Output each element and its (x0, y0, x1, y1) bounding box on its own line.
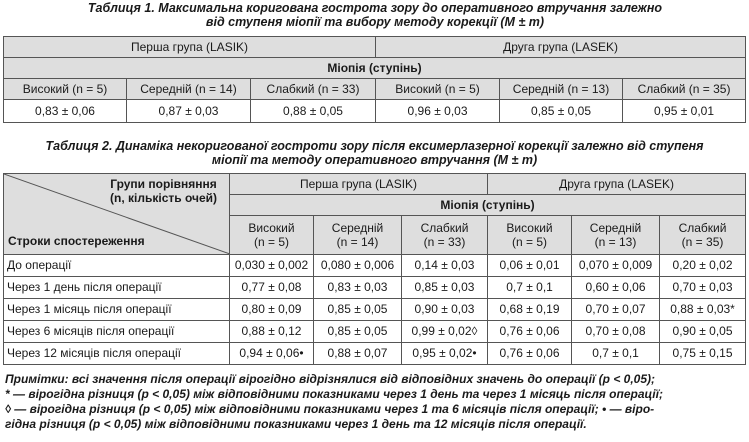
value-cell: 0,070 ± 0,009 (572, 255, 660, 277)
degree-name: Високий (248, 221, 295, 235)
table1-group-row (4, 37, 746, 58)
table1-group2-header: Друга група (LASEK) (376, 37, 746, 58)
table1-value-cell: 0,83 ± 0,06 (4, 100, 127, 123)
value-cell: 0,95 ± 0,02• (402, 343, 488, 365)
table2-group2-header: Друга група (LASEK) (488, 174, 746, 195)
table1-degree-header: Слабкий (n = 35) (623, 79, 746, 100)
table1-myopia-header: Міопія (ступінь) (4, 58, 746, 79)
row-label: Через 1 місяць після операції (4, 299, 230, 321)
table1-caption (40, 1, 710, 29)
table2-group-row (4, 174, 746, 195)
table2-caption-line1: Таблиця 2. Динаміка некоригованої гостроти зору після ексимерлазерної корекції залежно від ступеня (45, 139, 704, 153)
table1-degree-header: Високий (n = 5) (376, 79, 500, 100)
value-cell: 0,60 ± 0,06 (572, 277, 660, 299)
table2-corner-top-line2: (n, кількість очей) (110, 191, 217, 205)
value-cell: 0,030 ± 0,002 (230, 255, 314, 277)
value-cell: 0,90 ± 0,05 (660, 321, 746, 343)
degree-name: Слабкий (678, 221, 727, 235)
value-cell: 0,94 ± 0,06• (230, 343, 314, 365)
value-cell: 0,88 ± 0,07 (314, 343, 402, 365)
notes (5, 372, 747, 432)
table2-degree-header (660, 216, 746, 255)
table2-corner-top-line1: Групи порівняння (110, 177, 217, 191)
table2-group1-header: Перша група (LASIK) (230, 174, 488, 195)
table2-row (4, 321, 746, 343)
table1-caption-line2: від ступеня міопії та вибору методу корекції (M ± m) (205, 15, 545, 29)
value-cell: 0,85 ± 0,05 (314, 299, 402, 321)
value-cell: 0,14 ± 0,03 (402, 255, 488, 277)
value-cell: 0,77 ± 0,08 (230, 277, 314, 299)
value-cell: 0,75 ± 0,15 (660, 343, 746, 365)
table1-value-cell: 0,87 ± 0,03 (127, 100, 251, 123)
row-label: До операції (4, 255, 230, 277)
table2-degree-header (230, 216, 314, 255)
value-cell: 0,88 ± 0,03* (660, 299, 746, 321)
note-line: * — вірогідна різниця (p < 0,05) між відповідними показниками через 1 день та через 1 місяць після операції; (5, 387, 663, 401)
value-cell: 0,70 ± 0,08 (572, 321, 660, 343)
value-cell: 0,7 ± 0,1 (488, 277, 572, 299)
table2-corner-bottom: Строки спостереження (8, 234, 145, 248)
value-cell: 0,85 ± 0,05 (314, 321, 402, 343)
value-cell: 0,20 ± 0,02 (660, 255, 746, 277)
value-cell: 0,83 ± 0,03 (314, 277, 402, 299)
value-cell: 0,06 ± 0,01 (488, 255, 572, 277)
table2-corner-top (110, 177, 217, 205)
degree-n: (n = 35) (681, 235, 724, 249)
table1-degree-row (4, 79, 746, 100)
degree-n: (n = 33) (423, 235, 466, 249)
value-cell: 0,76 ± 0,06 (488, 343, 572, 365)
degree-name: Високий (506, 221, 553, 235)
table2-row (4, 299, 746, 321)
note-line: Примітки: всі значення після операції вірогідно відрізнялися від відповідних значень до операції (p < 0,05); (5, 372, 656, 386)
degree-name: Середній (589, 221, 642, 235)
table2-degree-header (314, 216, 402, 255)
table1-group1-header: Перша група (LASIK) (4, 37, 376, 58)
value-cell: 0,90 ± 0,03 (402, 299, 488, 321)
value-cell: 0,80 ± 0,09 (230, 299, 314, 321)
table2 (3, 173, 746, 365)
table1-myopia-row (4, 58, 746, 79)
value-cell: 0,68 ± 0,19 (488, 299, 572, 321)
degree-n: (n = 5) (253, 235, 289, 249)
table2-caption (6, 139, 743, 167)
value-cell: 0,88 ± 0,12 (230, 321, 314, 343)
table1-value-cell: 0,88 ± 0,05 (251, 100, 376, 123)
table2-degree-header (572, 216, 660, 255)
value-cell: 0,85 ± 0,03 (402, 277, 488, 299)
row-label: Через 6 місяців після операції (4, 321, 230, 343)
table1-degree-header: Високий (n = 5) (4, 79, 127, 100)
note-line: ◊ — вірогідна різниця (p < 0,05) між відповідними показниками через 1 та 6 місяців після операції; • — віро- (5, 402, 655, 416)
table1-value-cell: 0,85 ± 0,05 (500, 100, 623, 123)
degree-n: (n = 14) (336, 235, 379, 249)
degree-n: (n = 13) (594, 235, 637, 249)
table1 (3, 36, 746, 123)
degree-name: Середній (331, 221, 384, 235)
table1-degree-header: Середній (n = 13) (500, 79, 623, 100)
note-line: гідна різниця (p < 0,05) між відповідними показниками через 1 день та 12 місяців після операції. (5, 417, 587, 431)
table2-myopia-header: Міопія (ступінь) (230, 195, 746, 216)
value-cell: 0,70 ± 0,03 (660, 277, 746, 299)
value-cell: 0,70 ± 0,07 (572, 299, 660, 321)
table1-values-row (4, 100, 746, 123)
row-label: Через 1 день після операції (4, 277, 230, 299)
table1-value-cell: 0,96 ± 0,03 (376, 100, 500, 123)
table2-corner-header (4, 174, 230, 255)
degree-name: Слабкий (420, 221, 469, 235)
value-cell: 0,99 ± 0,02◊ (402, 321, 488, 343)
value-cell: 0,76 ± 0,06 (488, 321, 572, 343)
table1-degree-header: Середній (n = 14) (127, 79, 251, 100)
table2-row (4, 277, 746, 299)
table1-degree-header: Слабкий (n = 33) (251, 79, 376, 100)
table2-caption-line2: міопії та методу оперативного втручання (M ± m) (211, 153, 538, 167)
value-cell: 0,080 ± 0,006 (314, 255, 402, 277)
table1-value-cell: 0,95 ± 0,01 (623, 100, 746, 123)
table2-degree-header (488, 216, 572, 255)
table1-caption-line1: Таблиця 1. Максимальна коригована гострота зору до оперативного втручання залежно (87, 1, 663, 15)
table2-row (4, 255, 746, 277)
row-label: Через 12 місяців після операції (4, 343, 230, 365)
value-cell: 0,7 ± 0,1 (572, 343, 660, 365)
degree-n: (n = 5) (512, 235, 548, 249)
table2-row (4, 343, 746, 365)
table2-degree-header (402, 216, 488, 255)
